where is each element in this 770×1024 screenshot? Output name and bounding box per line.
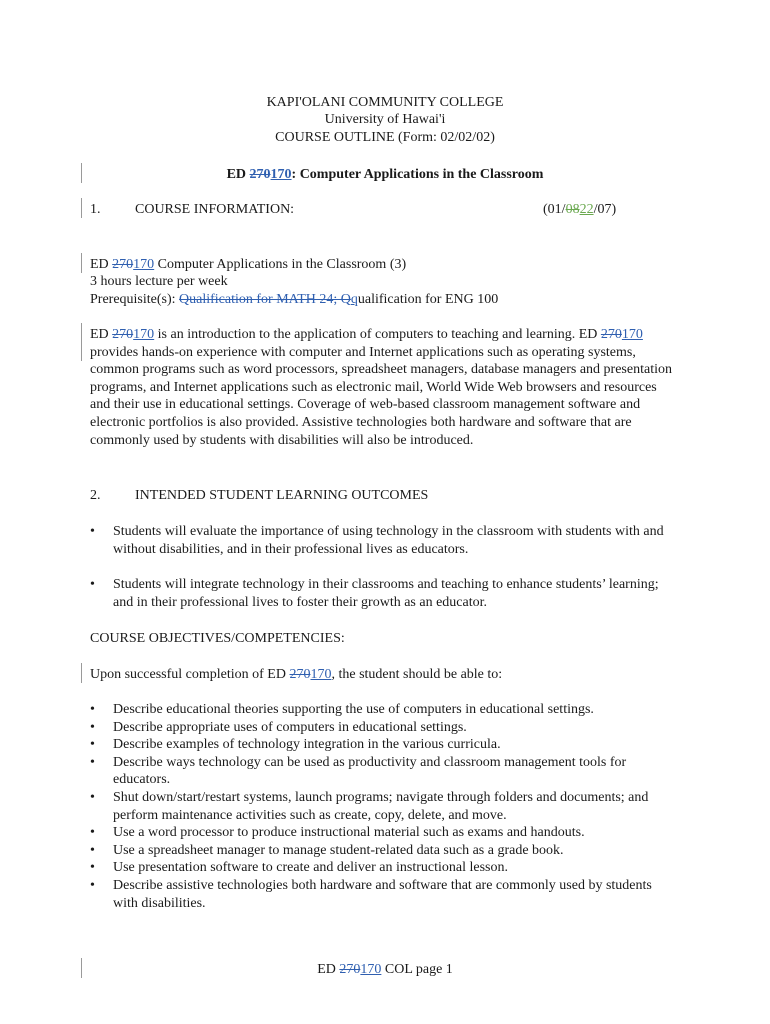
list-item <box>90 736 680 754</box>
text-run: ED <box>90 257 113 272</box>
bullet-icon: • <box>90 754 95 770</box>
revision-date <box>543 201 616 219</box>
objective-text: Describe ways technology can be used as productivity and classroom management tools for educators. <box>113 754 627 788</box>
objective-text: Describe examples of technology integration in the various curricula. <box>113 737 501 753</box>
text-run: provides hands-on experience with computer and Internet applications such as operating systems, common programs such as word processors, spreadsheet managers, database managers and presentation programs, and Internet applications such as electronic mail, World Wide Web browsers and resources and their use in educational settings. Coverage of web-based classroom management software and electronic portfolios is also provided. Assistive technologies both hardware and software that are commonly used by students with disabilities will also be introduced. <box>90 344 672 448</box>
form-label: COURSE OUTLINE (Form: 02/02/02) <box>275 130 495 145</box>
bullet-icon: • <box>90 577 95 592</box>
objective-text: Shut down/start/restart systems, launch programs; navigate through folders and documents; and perform maintenance activities such as create, copy, delete, and move. <box>113 789 649 823</box>
section-number: 2. <box>90 488 101 503</box>
page-footer <box>0 961 770 979</box>
list-item <box>90 523 680 558</box>
deleted-course-number: 270 <box>112 327 134 342</box>
objective-text: Use a spreadsheet manager to manage student-related data such as a grade book. <box>113 842 564 858</box>
course-title-suffix: : Computer Applications in the Classroom <box>291 167 544 182</box>
text-run: , the student should be able to: <box>331 667 503 682</box>
course-line <box>90 256 406 274</box>
text-run: ED <box>317 962 340 977</box>
bullet-icon: • <box>90 524 95 539</box>
bullet-icon: • <box>90 702 95 717</box>
list-item <box>90 877 680 912</box>
list-item <box>90 859 680 877</box>
deleted-course-number: 270 <box>249 167 271 182</box>
course-title <box>0 166 770 184</box>
bullet-icon: • <box>90 877 95 893</box>
bullet-icon: • <box>90 825 95 841</box>
objective-text: Describe appropriate uses of computers in educational settings. <box>113 719 467 735</box>
list-item <box>90 842 680 860</box>
outcomes-list <box>90 523 680 558</box>
objective-text: Describe educational theories supporting the use of computers in educational settings. <box>113 702 594 717</box>
inserted-course-number: 170 <box>360 962 382 977</box>
inserted-prerequisite: q <box>350 292 358 307</box>
prerequisite-line <box>90 291 498 309</box>
bullet-icon: • <box>90 719 95 735</box>
section-heading: COURSE INFORMATION: <box>135 202 295 217</box>
objective-text: Use a word processor to produce instructional material such as exams and handouts. <box>113 825 585 841</box>
date-suffix: /07) <box>593 202 617 217</box>
text-run: is an introduction to the application of computers to teaching and learning. ED <box>154 327 601 342</box>
course-description <box>90 326 680 449</box>
outcome-text: Students will integrate technology in their classrooms and teaching to enhance students’ learning; and in their professional lives to foster their growth as an educator. <box>113 577 659 610</box>
list-item <box>90 576 680 611</box>
university-name: University of Hawai'i <box>324 112 446 127</box>
inserted-course-number: 170 <box>270 167 292 182</box>
deleted-prerequisite: Qualification for MATH 24; Q <box>179 292 351 307</box>
prerequisite-rest: ualification for ENG 100 <box>357 292 499 307</box>
deleted-course-number: 270 <box>289 667 311 682</box>
hours-line: 3 hours lecture per week <box>90 274 228 289</box>
section-heading: INTENDED STUDENT LEARNING OUTCOMES <box>135 488 429 503</box>
course-title-prefix: ED <box>226 167 250 182</box>
section-number: 1. <box>90 202 101 217</box>
deleted-course-number: 270 <box>600 327 622 342</box>
inserted-course-number: 170 <box>621 327 643 342</box>
deleted-course-number: 270 <box>339 962 361 977</box>
objectives-list <box>90 701 680 912</box>
outcome-text: Students will evaluate the importance of using technology in the classroom with students with and without disabilities, and in their professional lives as educators. <box>113 524 664 557</box>
bullet-icon: • <box>90 842 95 858</box>
objective-text: Use presentation software to create and deliver an instructional lesson. <box>113 860 508 876</box>
date-prefix: (01/ <box>543 202 566 217</box>
deleted-date: 08 <box>565 202 580 217</box>
prerequisite-label: Prerequisite(s): <box>90 292 180 307</box>
list-item <box>90 719 680 737</box>
list-item <box>90 789 680 824</box>
deleted-course-number: 270 <box>112 257 134 272</box>
college-name: KAPI'OLANI COMMUNITY COLLEGE <box>266 95 504 110</box>
text-run: Computer Applications in the Classroom (3) <box>154 257 407 272</box>
change-bar <box>81 323 82 361</box>
change-bar <box>81 663 82 683</box>
inserted-course-number: 170 <box>310 667 332 682</box>
list-item <box>90 824 680 842</box>
objectives-intro <box>90 666 502 684</box>
list-item <box>90 701 680 719</box>
text-run: ED <box>90 327 113 342</box>
list-item <box>90 754 680 789</box>
inserted-course-number: 170 <box>133 327 155 342</box>
change-bar <box>81 198 82 218</box>
bullet-icon: • <box>90 737 95 753</box>
outcomes-list <box>90 576 680 611</box>
inserted-date: 22 <box>579 202 594 217</box>
text-run: Upon successful completion of ED <box>90 667 290 682</box>
bullet-icon: • <box>90 860 95 876</box>
objective-text: Describe assistive technologies both hardware and software that are commonly used by students with disabilities. <box>113 877 652 911</box>
inserted-course-number: 170 <box>133 257 155 272</box>
change-bar <box>81 253 82 273</box>
bullet-icon: • <box>90 789 95 805</box>
text-run: COL page 1 <box>381 962 453 977</box>
objectives-heading: COURSE OBJECTIVES/COMPETENCIES: <box>90 631 345 646</box>
